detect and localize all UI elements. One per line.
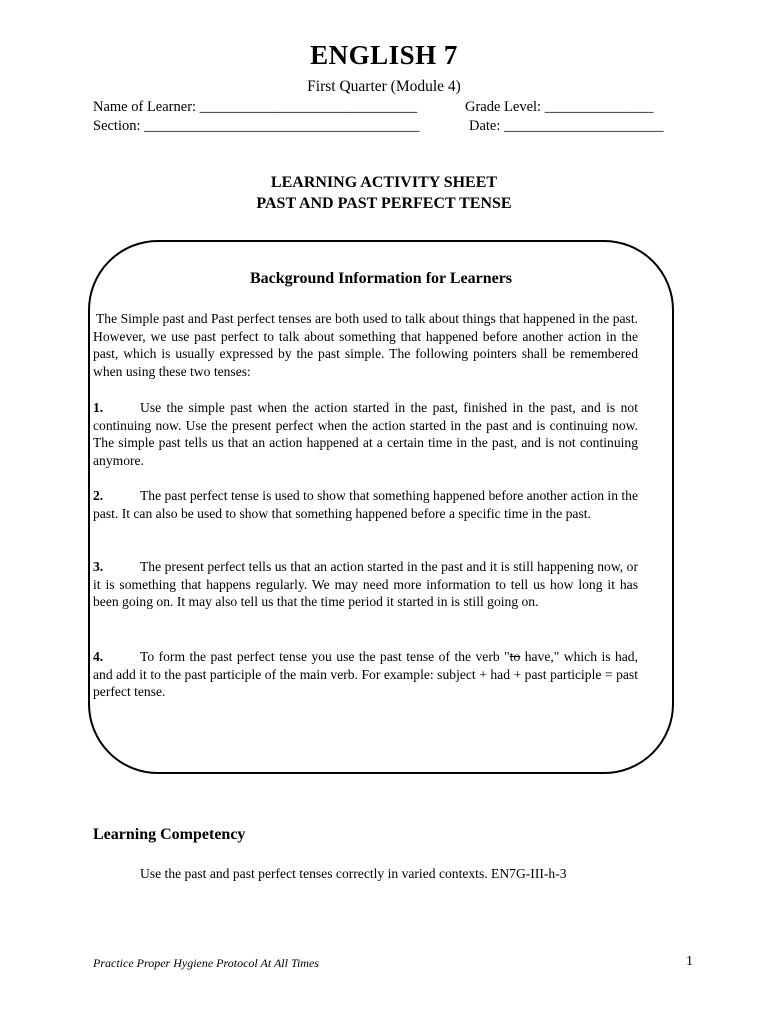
pointer-3 <box>93 558 638 611</box>
pointer-number: 2. <box>93 488 104 503</box>
topic-heading: PAST AND PAST PERFECT TENSE <box>256 195 512 212</box>
pointer-number: 3. <box>93 559 104 574</box>
name-of-learner-field: Name of Learner: ______________________________ <box>93 99 418 115</box>
activity-sheet-heading: LEARNING ACTIVITY SHEET <box>270 174 498 191</box>
pointer-number: 1. <box>93 400 104 415</box>
pointer-text: The past perfect tense is used to show that something happened before another action in the past. It can also be used to show that something happened before a specific time in the past. <box>93 488 638 521</box>
pointer-text-after: have," which is had, and add it to the past participle of the main verb. For example: subject + had + past participle = past perfect tense. <box>93 649 638 699</box>
pointer-2 <box>93 487 638 522</box>
document-title: ENGLISH 7 <box>310 40 458 70</box>
intro-paragraph: The Simple past and Past perfect tenses are both used to talk about things that happened in the past. However, we use past perfect to talk about something that happened before another action in the past, which is usually expressed by the past simple. The following pointers shall be remembered when using these two tenses: <box>93 311 638 379</box>
pointer-text-before: To form the past perfect tense you use the past tense of the verb " <box>140 649 510 664</box>
pointer-1 <box>93 399 638 469</box>
pointer-text: The present perfect tells us that an action started in the past and it is still happening now, or it is something that happens regularly. We may need more information to tell us how long it has been going on. It may also tell us that the time period it started in is still going on. <box>93 559 638 609</box>
background-info-heading: Background Information for Learners <box>249 270 513 287</box>
footer-note: Practice Proper Hygiene Protocol At All Times <box>93 956 319 970</box>
date-field: Date: ______________________ <box>469 118 664 134</box>
pointer-number: 4. <box>93 649 104 664</box>
struck-word: to <box>509 649 521 664</box>
pointer-4 <box>93 648 638 701</box>
section-field: Section: ______________________________________ <box>93 118 420 134</box>
grade-level-field: Grade Level: _______________ <box>465 99 654 115</box>
learning-competency-heading: Learning Competency <box>93 826 246 843</box>
document-subtitle: First Quarter (Module 4) <box>307 78 461 95</box>
pointer-text: Use the simple past when the action started in the past, finished in the past, and is not continuing now. Use the present perfect when the action started in the past and is continuing now. The simple past tells us that an action happened at a certain time in the past, and is not continuing anymore. <box>93 400 638 468</box>
learning-competency-text: Use the past and past perfect tenses correctly in varied contexts. EN7G-III-h-3 <box>140 866 567 881</box>
page-number: 1 <box>686 954 693 969</box>
